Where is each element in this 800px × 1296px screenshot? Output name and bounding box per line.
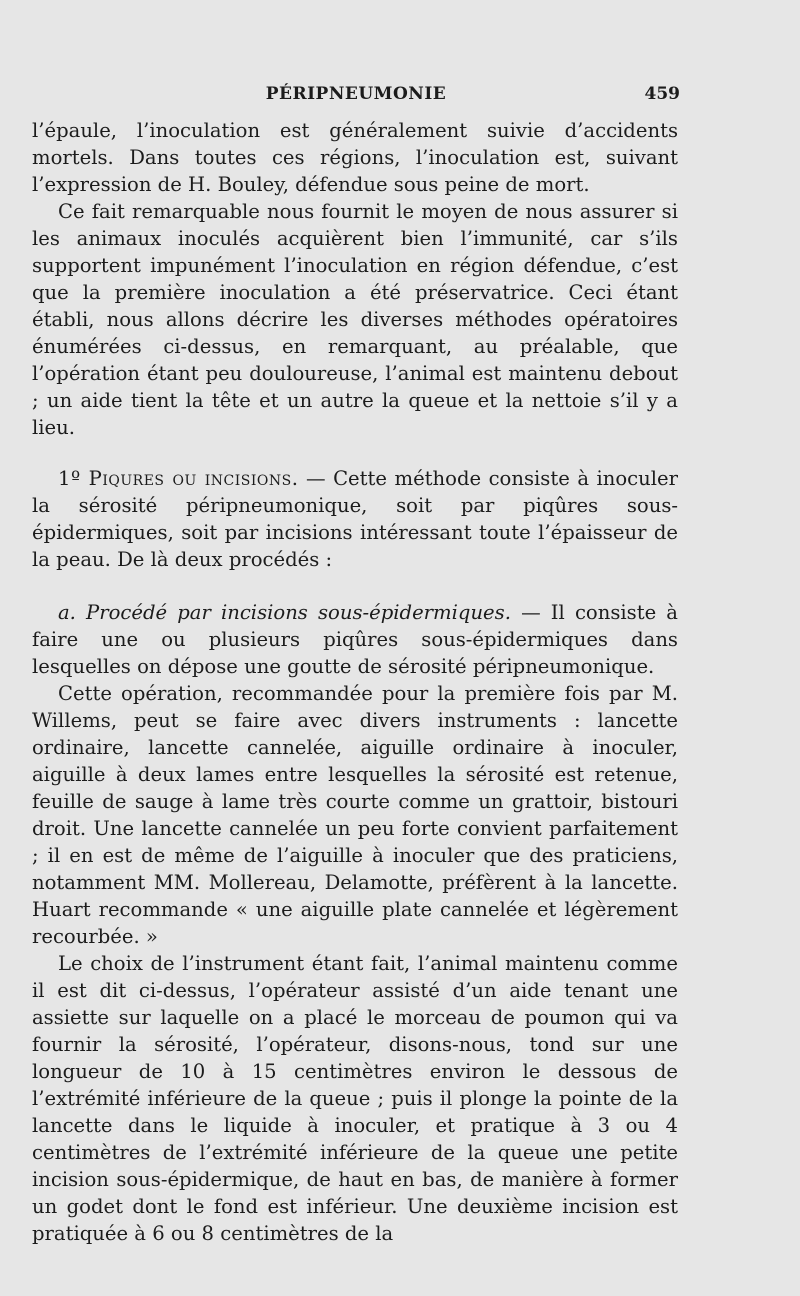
subsection-text: — Il consiste à faire une ou plusieurs piqûres sous-épidermiques dans lesquelles on dépose une goutte de sérosité péripneumonique. [32, 601, 678, 678]
paragraph-instruments: Cette opération, recommandée pour la première fois par M. Willems, peut se faire avec divers instruments : lancette ordinaire, lancette cannelée, aiguille ordinaire à inoculer, aiguille à deux lames entre lesquelles la sérosité est retenue, feuille de sauge à lame très courte comme un grattoir, bistouri droit. Une lancette cannelée un peu forte convient parfaitement ; il en est de même de l’aiguille à inoculer que des praticiens, notamment MM. Mollereau, Delamotte, préfèrent à la lancette. Huart recommande « une aiguille plate cannelée et légèrement recourbée. » [32, 682, 678, 948]
running-head [32, 84, 680, 110]
section-piqures [32, 465, 678, 573]
paragraph-immunity: Ce fait remarquable nous fournit le moyen de nous assurer si les animaux inoculés acquièrent bien l’immunité, car s’ils supportent impunément l’inoculation en région défendue, c’est que la première inoculation a été préservatrice. Ceci étant établi, nous allons décrire les diverses méthodes opératoires énumérées ci-dessus, en remarquant, au préalable, que l’opération étant peu douloureuse, l’animal est maintenu debout ; un aide tient la tête et un autre la queue et la nettoie s’il y a lieu. [32, 200, 678, 439]
section-text: — Cette méthode consiste à inoculer la sérosité péripneumonique, soit par piqûres sous-épidermiques, soit par incisions intéressant toute l’épaisseur de la peau. De là deux procédés : [32, 467, 678, 571]
page-number: 459 [644, 84, 680, 104]
paragraph-continuation: l’épaule, l’inoculation est généralement suivie d’accidents mortels. Dans toutes ces régions, l’inoculation est, suivant l’expression de H. Bouley, défendue sous peine de mort. [32, 119, 678, 196]
running-title: PÉRIPNEUMONIE [265, 84, 447, 104]
paragraph-procedure: Le choix de l’instrument étant fait, l’animal maintenu comme il est dit ci-dessus, l’opérateur assisté d’un aide tenant une assiette sur laquelle on a placé le morceau de poumon qui va fournir la sérosité, l’opérateur, disons-nous, tond sur une longueur de 10 à 15 centimètres environ le dessous de l’extrémité inférieure de la queue ; puis il plonge la pointe de la lancette dans le liquide à inoculer, et pratique à 3 ou 4 centimètres de l’extrémité inférieure de la queue une petite incision sous-épidermique, de haut en bas, de manière à former un godet dont le fond est inférieur. Une deuxième incision est pratiquée à 6 ou 8 centimètres de la [32, 952, 678, 1245]
body-text [32, 117, 678, 1247]
section-heading: 1º Piqures ou incisions. [58, 467, 299, 490]
subsection-incisions [32, 599, 678, 680]
subsection-heading: a. Procédé par incisions sous-épidermiques. [58, 601, 511, 624]
